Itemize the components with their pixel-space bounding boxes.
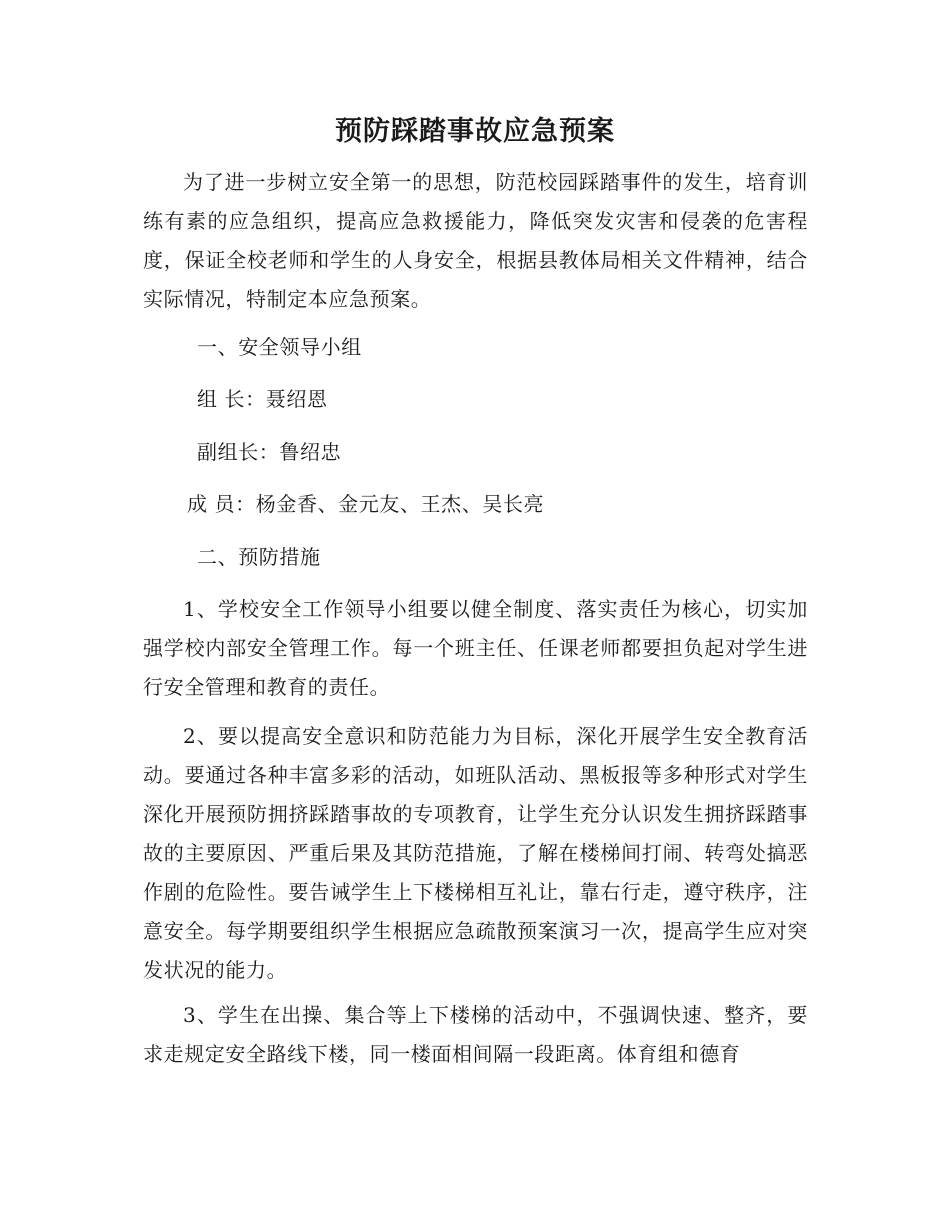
deputy-leader-line: 副组长：鲁绍忠	[197, 440, 342, 464]
section-heading-prevention: 二、预防措施	[197, 545, 321, 569]
intro-paragraph: 为了进一步树立安全第一的思想，防范校园踩踏事件的发生，培育训练有素的应急组织，提高应急救援能力，降低突发灾害和侵袭的危害程度，保证全校老师和学生的人身安全，根据县教体局相关文件精神，结合实际情况，特制定本应急预案。	[143, 170, 808, 311]
measure-paragraph-1: 1、学校安全工作领导小组要以健全制度、落实责任为核心，切实加强学校内部安全管理工作。每一个班主任、任课老师都要担负起对学生进行安全管理和教育的责任。	[143, 597, 808, 699]
members-line: 成 员：杨金香、金元友、王杰、吴长亮	[187, 492, 545, 516]
section-heading-leadership: 一、安全领导小组	[197, 335, 362, 359]
leader-line: 组 长：聂绍恩	[197, 387, 328, 411]
measure-paragraph-2: 2、要以提高安全意识和防范能力为目标，深化开展学生安全教育活动。要通过各种丰富多彩的活动，如班队活动、黑板报等多种形式对学生深化开展预防拥挤踩踏事故的专项教育，让学生充分认识发生拥挤踩踏事故的主要原因、严重后果及其防范措施，了解在楼梯间打闹、转弯处搞恶作剧的危险性。要告诫学生上下楼梯相互礼让，靠右行走，遵守秩序，注意安全。每学期要组织学生根据应急疏散预案演习一次，提高学生应对突发状况的能力。	[143, 724, 808, 982]
measure-paragraph-3: 3、学生在出操、集合等上下楼梯的活动中，不强调快速、整齐，要求走规定安全路线下楼，同一楼面相间隔一段距离。体育组和德育	[143, 1003, 808, 1066]
document-title: 预防踩踏事故应急预案	[335, 116, 615, 147]
